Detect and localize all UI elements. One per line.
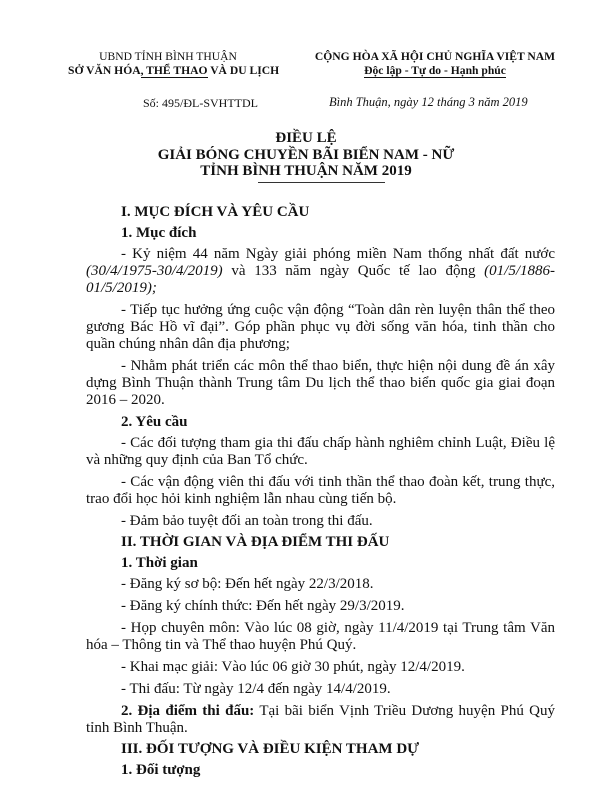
section-heading: III. ĐỐI TƯỢNG VÀ ĐIỀU KIỆN THAM DỰ [121,741,420,757]
paragraph: - Khai mạc giải: Vào lúc 06 giờ 30 phút, ngày 12/4/2019. [121,659,465,675]
subsection-heading: 1. Mục đích [121,225,197,241]
paragraph: - Đảm bảo tuyệt đối an toàn trong thi đấu. [121,513,373,529]
national-motto [310,50,560,78]
document-body [86,204,555,779]
subsection-heading: 1. Thời gian [121,555,198,571]
paragraph: - Các đối tượng tham gia thi đấu chấp hành nghiêm chỉnh Luật, Điều lệ và những quy định của Ban Tổ chức. [86,435,555,468]
paragraph: - Thi đấu: Từ ngày 12/4 đến ngày 14/4/2019. [121,681,391,697]
paragraph: - Tiếp tục hưởng ứng cuộc vận động “Toàn dân rèn luyện thân thể theo gương Bác Hồ vĩ đại”. Góp phần phục vụ đời sống văn hóa, tinh thần cho quần chúng nhân dân địa phương; [86,302,555,352]
paragraph [86,246,555,297]
motto-text: Độc lập - Tự do - Hạnh phúc [364,64,506,77]
authority-name-underlined: , THỂ THAO [140,64,208,77]
date-range: (01/5/1886-01/5/2019); [86,263,555,296]
title-line-2: GIẢI BÓNG CHUYỀN BÃI BIỂN NAM - NỮ [157,146,455,163]
subsection-heading: 1. Đối tượng [121,762,201,778]
title-line-1: ĐIỀU LỆ [275,130,337,146]
section-heading: I. MỤC ĐÍCH VÀ YÊU CẦU [121,204,310,220]
paragraph: - Đăng ký chính thức: Đến hết ngày 29/3/2019. [121,598,405,614]
date-range: (30/4/1975-30/4/2019) [86,263,223,279]
document-title [106,130,506,180]
title-divider [258,182,385,183]
paragraph [86,703,555,737]
paragraph: - Họp chuyên môn: Vào lúc 08 giờ, ngày 11/4/2019 tại Trung tâm Văn hóa – Thông tin và Thể thao huyện Phú Quý. [86,620,555,653]
motto-line [310,64,560,78]
paragraph: - Các vận động viên thi đấu với tinh thần thể thao đoàn kết, trung thực, trao đổi học hỏi kinh nghiệm lẫn nhau cùng tiến bộ. [86,474,555,507]
country-name: CỘNG HÒA XÃ HỘI CHỦ NGHĨA VIỆT NAM [314,50,556,63]
authority-line-1: UBND TỈNH BÌNH THUẬN [99,50,237,63]
paragraph: - Nhằm phát triển các môn thể thao biển, thực hiện nội dung đề án xây dựng Bình Thuận thành Trung tâm Du lịch thể thao biển quốc gia giai đoạn 2016 – 2020. [86,358,555,408]
inline-heading: 2. Địa điểm thi đấu: [121,703,255,719]
paragraph: - Đăng ký sơ bộ: Đến hết ngày 22/3/2018. [121,576,374,592]
document-number: Số: 495/ĐL-SVHTTDL [143,96,258,110]
issuing-authority [68,50,280,78]
authority-line-2 [68,64,280,78]
section-heading: II. THỜI GIAN VÀ ĐỊA ĐIỂM THI ĐẤU [121,534,390,550]
subsection-heading: 2. Yêu cầu [121,414,188,430]
authority-name-part: VÀ DU LỊCH [207,64,280,77]
title-line-3: TỈNH BÌNH THUẬN NĂM 2019 [200,163,412,179]
text: - Kỷ niệm 44 năm Ngày giải phóng miền Nam thống nhất đất nước [121,246,555,262]
text: Tại bãi biển Vịnh Triều Dương huyện Phú Quý tỉnh Bình Thuận. [86,703,555,736]
place-date: Bình Thuận, ngày 12 tháng 3 năm 2019 [329,95,528,109]
authority-name-part: SỞ VĂN HÓA [68,64,141,77]
text: và 133 năm ngày Quốc tế lao động [222,263,485,279]
